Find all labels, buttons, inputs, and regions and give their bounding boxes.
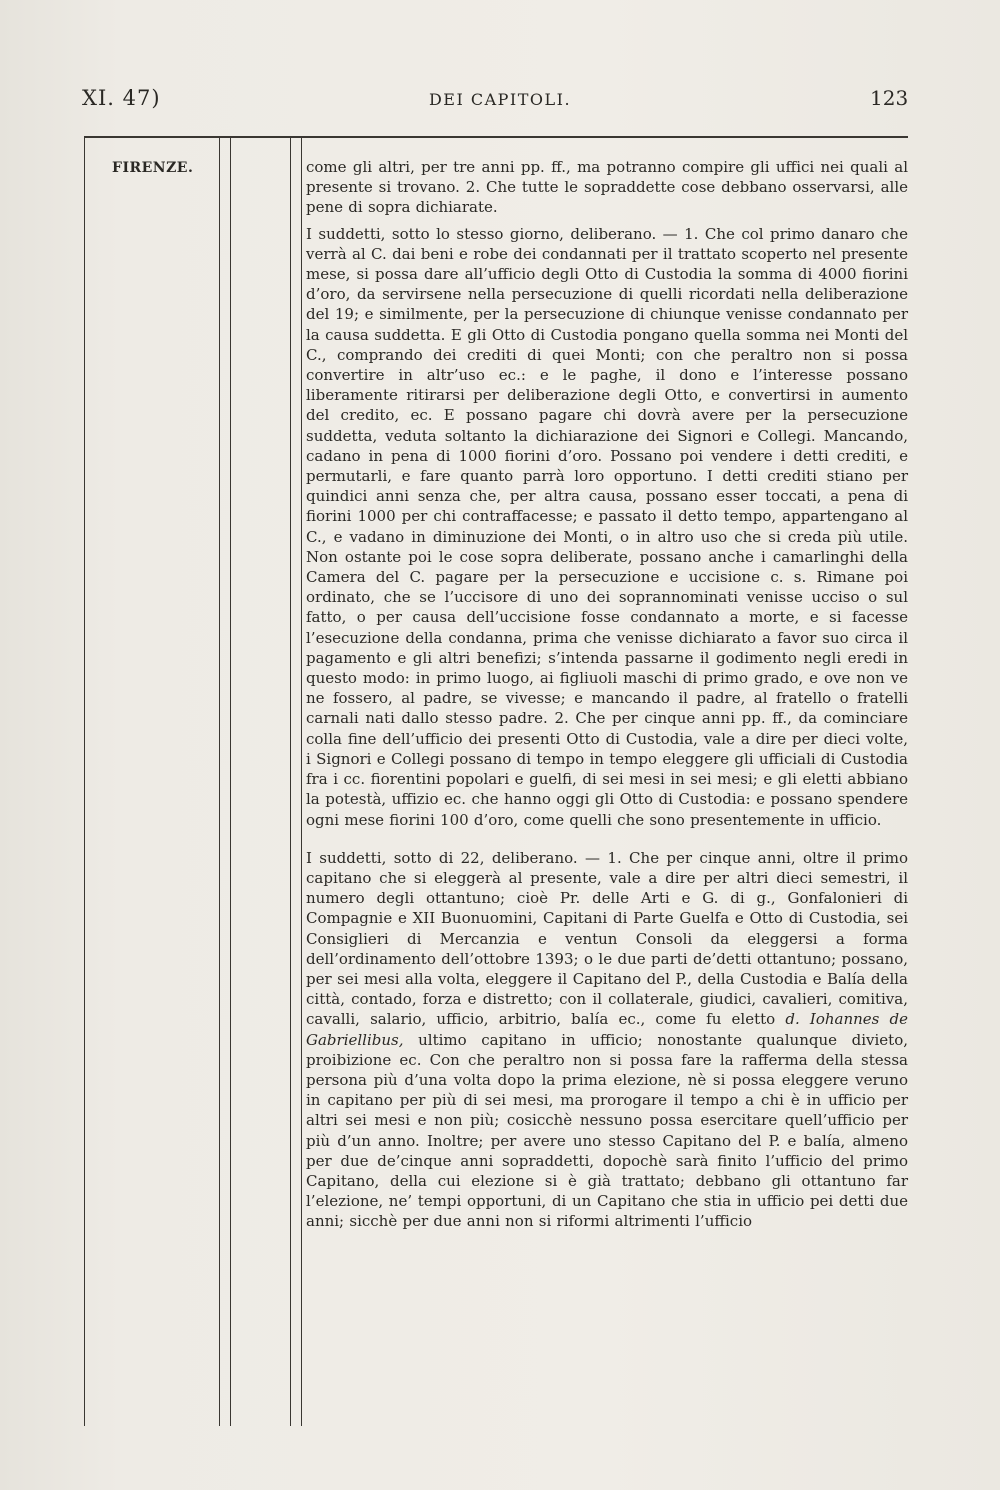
- body-text: [306, 157, 908, 1232]
- paragraph-3-text-b: ultimo capitano in ufficio; nonostante qualunque divieto, proibizione ec. Con che peraltro non si possa fare la rafferma della stessa persona più d’una volta dopo la prima elezione, nè si possa eleggere veruno in capitano per più di sei mesi, ma prorogare il tempo a chi è in ufficio per altri sei mesi e non più; cosicchè nessuno possa esercitare quell’ufficio per più d’un anno. Inoltre; per avere uno stesso Capitano del P. e balía, almeno per due de’cinque anni sopraddetti, dopochè sarà finito l’ufficio del primo Capitano, della cui elezione si è già trattato; debbano gli ottantuno far l’elezione, ne’ tempi opportuni, di un Capitano che stia in ufficio pei detti due anni; sicchè per due anni non si riformi altrimenti l’ufficio: [306, 1030, 908, 1231]
- table-top-rule: [84, 136, 908, 138]
- column-rule-2: [219, 136, 220, 1426]
- paragraph-3-text-a: I suddetti, sotto di 22, deliberano. — 1. Che per cinque anni, oltre il primo capitano che si eleggerà al presente, vale a dire per altri dieci semestri, il numero degli ottantuno; cioè Pr. delle Arti e G. di g., Gonfalonieri di Compagnie e XII Buonuomini, Capitani di Parte Guelfa e Otto di Custodia, sei Consiglieri di Mercanzia e ventun Consoli da eleggersi a forma dell’ordinamento dell’ottobre 1393; o le due parti de’detti ottantuno; possano, per sei mesi alla volta, eleggere il Capitano del P., della Custodia e Balía della città, contado, forza e distretto; con il collaterale, giudici, cavalieri, comitiva, cavalli, salario, ufficio, arbitrio, balía ec., come fu eletto: [306, 848, 908, 1029]
- paragraph-2: [306, 224, 908, 830]
- running-head-section: XI. 47): [82, 86, 161, 110]
- column-rule-4: [290, 136, 291, 1426]
- paragraph-3: [306, 848, 908, 1232]
- margin-place-label: FIRENZE.: [112, 160, 194, 176]
- column-rule-1: [84, 136, 85, 1426]
- page-number: 123: [870, 86, 909, 110]
- column-rule-5: [301, 136, 302, 1426]
- paragraph-2-text: I suddetti, sotto lo stesso giorno, deliberano. — 1. Che col primo danaro che verrà al C. dai beni e robe dei condannati per il trattato scoperto nel presente mese, si possa dare all’ufficio degli Otto di Custodia la somma di 4000 fiorini d’oro, da servirsene nella persecuzione di quelli ricordati nella deliberazione del 19; e similmente, per la persecuzione di chiunque venisse condannato per la causa suddetta. E gli Otto di Custodia pongano quella somma nei Monti del C., comprando dei crediti di quei Monti; con che peraltro non si possa convertire in altr’uso ec.: e le paghe, il dono e l’interesse possano liberamente ritirarsi per deliberazione degli Otto, e convertirsi in aumento del credito, ec. E possano pagare chi dovrà avere per la persecuzione suddetta, veduta soltanto la dichiarazione dei Signori e Collegi. Mancando, cadano in pena di 1000 fiorini d’oro. Possano poi vendere i detti crediti, e permutarli, e fare quanto parrà loro opportuno. I detti crediti stiano per quindici anni senza che, per altra causa, possano esser toccati, a pena di fiorini 1000 per chi contraffacesse; e passato il detto tempo, appartengano al C., e vadano in diminuzione dei Monti, o in altro uso che si creda più utile. Non ostante poi le cose sopra deliberate, possano anche i camarlinghi della Camera del C. pagare per la persecuzione e uccisione c. s. Rimane poi ordinato, che se l’uccisore di uno dei soprannominati venisse ucciso o sul fatto, o per causa dell’uccisione fosse condannato a morte, e si facesse l’esecuzione della condanna, prima che venisse dichiarato a favor suo circa il pagamento e gli altri benefizi; s’intenda passarne il godimento negli eredi in questo modo: in primo luogo, ai figliuoli maschi di primo grado, e ove non ve ne fossero, al padre, se vivesse; e mancando il padre, al fratello o fratelli carnali nati dallo stesso padre. 2. Che per cinque anni pp. ff., da cominciare colla fine dell’ufficio dei presenti Otto di Custodia, vale a dire per dieci volte, i Signori e Collegi possano di tempo in tempo eleggere gli ufficiali di Custodia fra i cc. fiorentini popolari e guelfi, di sei mesi in sei mesi; e gli eletti abbiano la potestà, uffizio ec. che hanno oggi gli Otto di Custodia: e possano spendere ogni mese fiorini 100 d’oro, come quelli che sono presentemente in ufficio.: [306, 224, 908, 829]
- paragraph-3-italic-name: d. Iohannes de Gabriellibus,: [306, 1010, 908, 1049]
- paragraph-1: [306, 157, 908, 218]
- column-rule-3: [230, 136, 231, 1426]
- running-head-title: DEI CAPITOLI.: [428, 90, 572, 109]
- paragraph-1-text: come gli altri, per tre anni pp. ff., ma potranno compire gli uffici nei quali al presente si trovano. 2. Che tutte le sopraddette cose debbano osservarsi, alle pene di sopra dichiarate.: [306, 158, 908, 217]
